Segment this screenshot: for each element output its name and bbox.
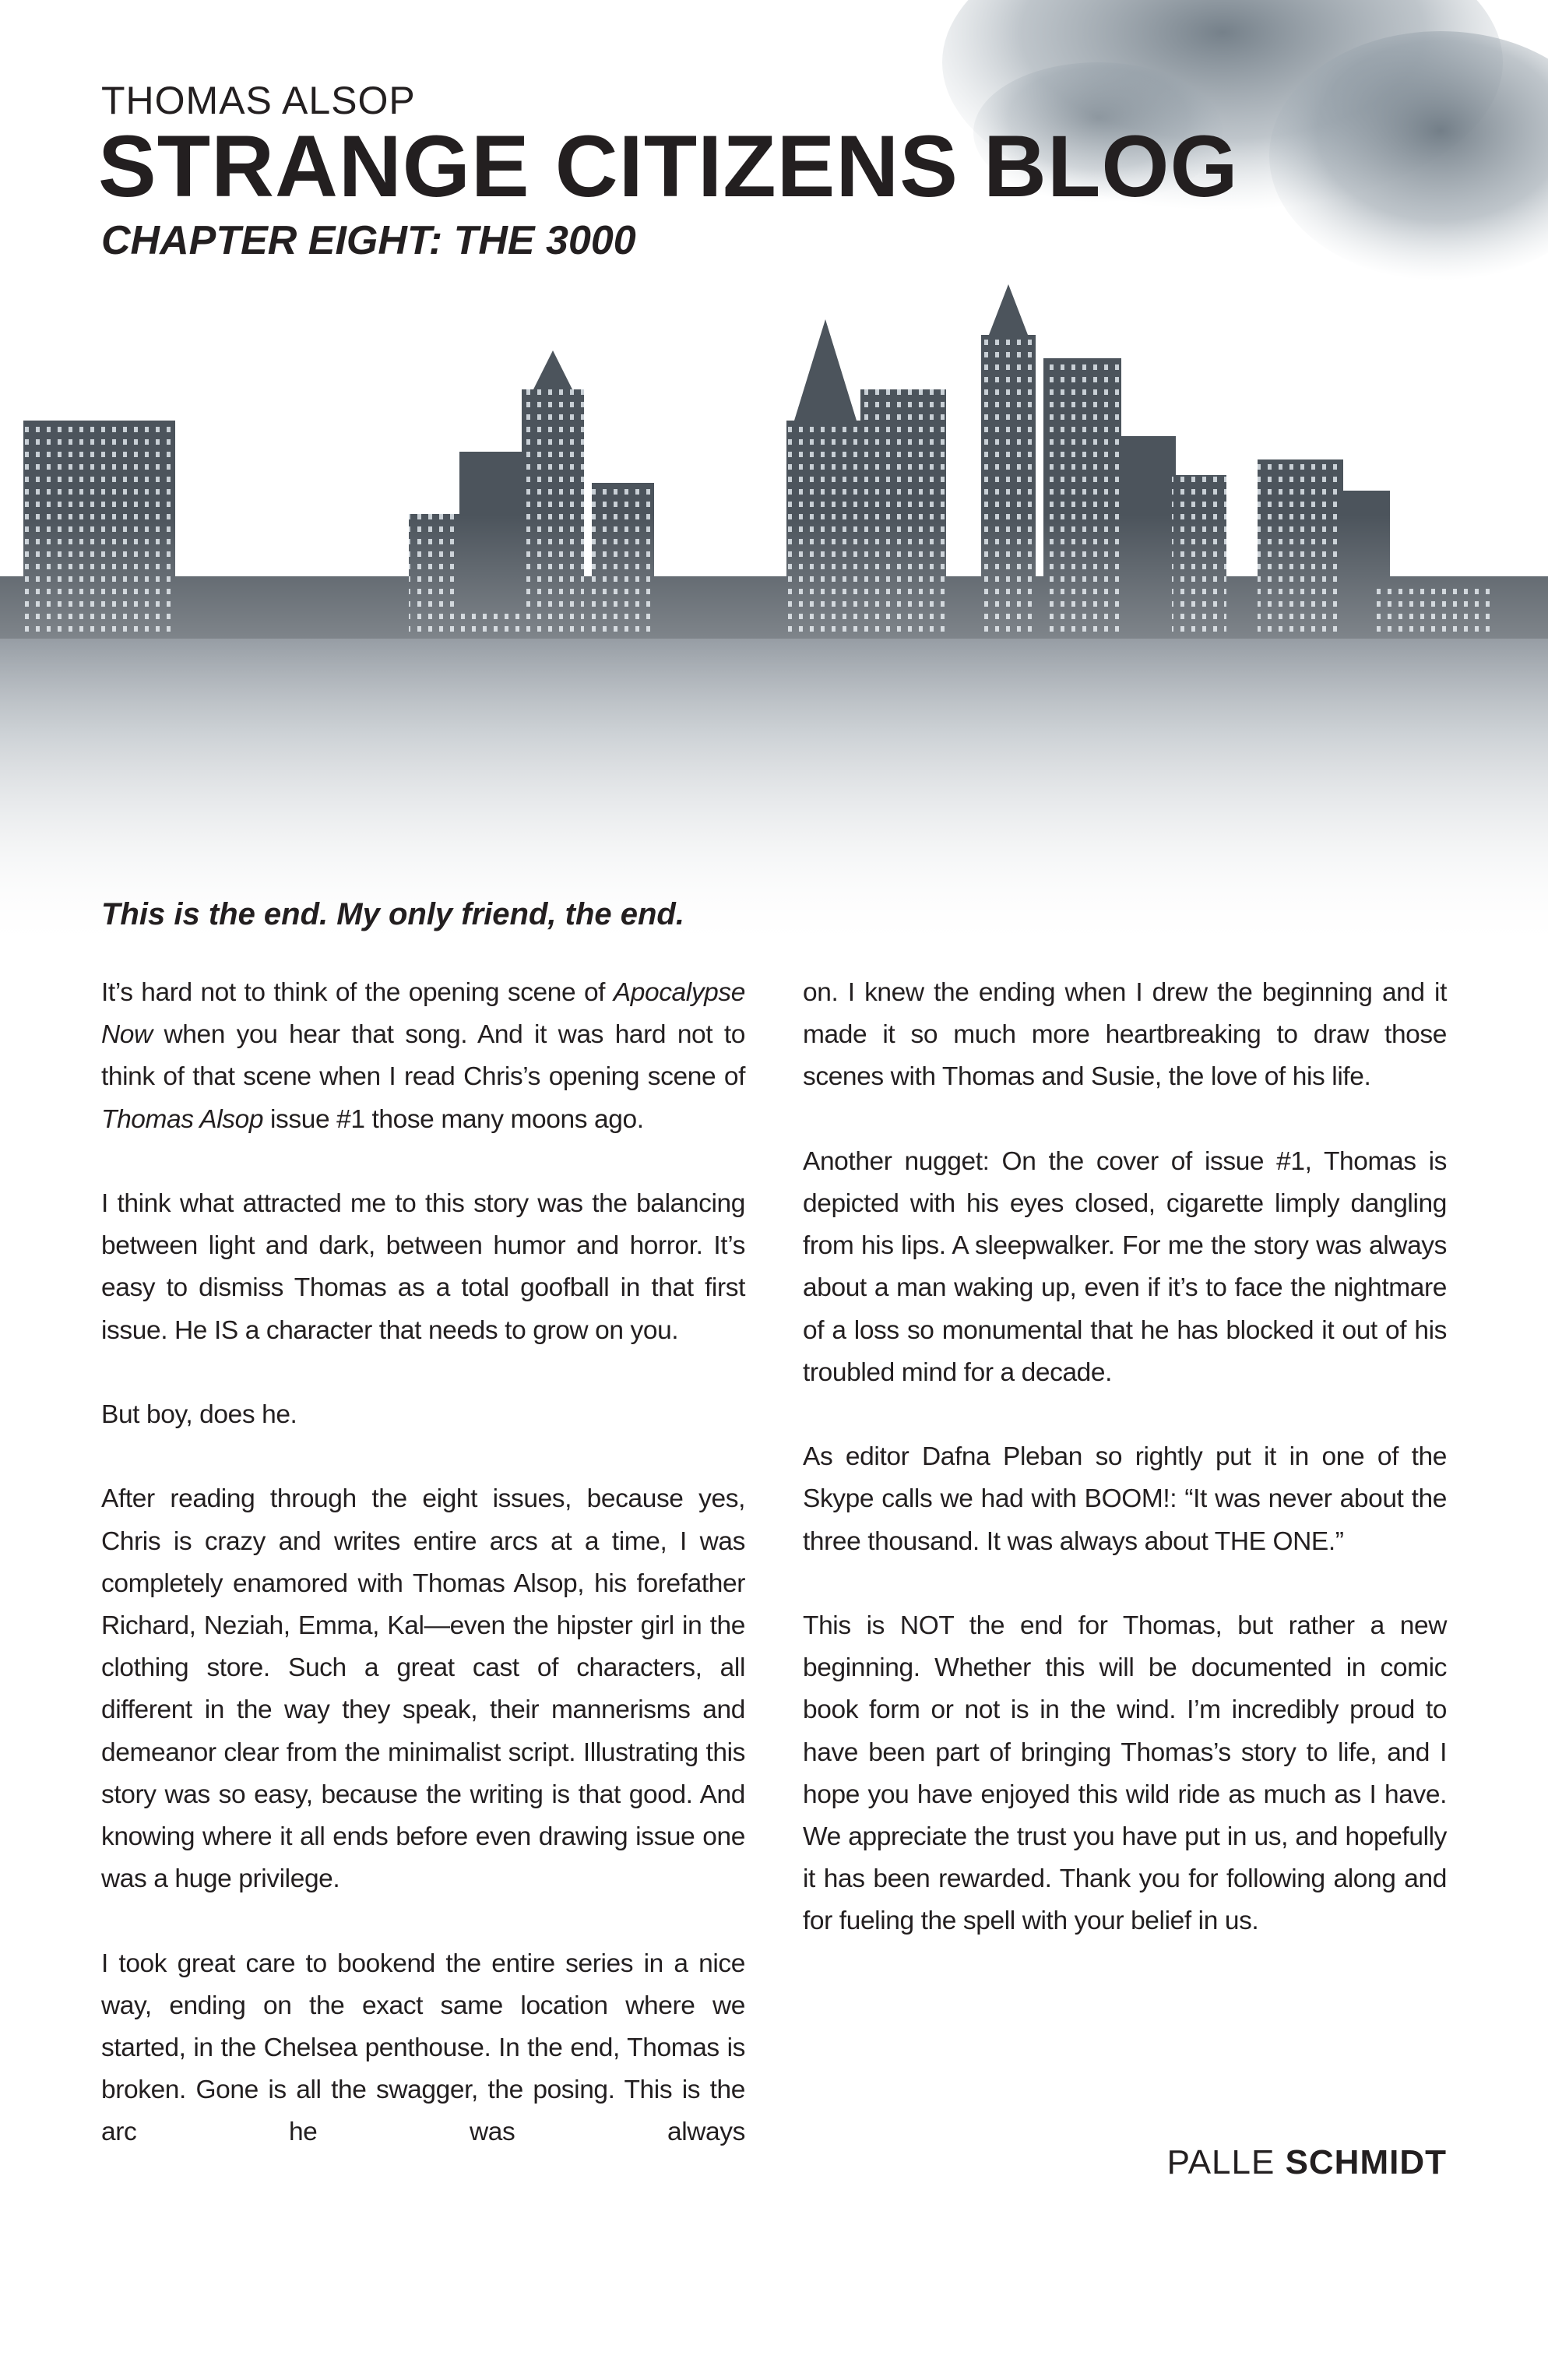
paragraph: As editor Dafna Pleban so rightly put it in one of the Skype calls we had with BOOM!: “It was never about the three thousand. It was always about THE ONE.” (803, 1442, 1447, 1556)
paragraph: But boy, does he. (101, 1400, 297, 1429)
paragraph: Another nugget: On the cover of issue #1, Thomas is depicted with his eyes closed, cigarette limply dangling from his lips. A sleepwalker. For me the story was always about a man waking up, even if it’s to face the nightmare of a loss so monumental that he has blocked it out of his troubled mind for a decade. (803, 1146, 1447, 1387)
author-last-name: SCHMIDT (1285, 2143, 1447, 2181)
paragraph: I think what attracted me to this story was the balancing between light and dark, between humor and horror. It’s easy to dismiss Thomas as a total goofball in that first issue. He IS a character that needs to grow on you. (101, 1189, 745, 1345)
film-title: Apocalypse Now (101, 978, 745, 1050)
page-title: STRANGE CITIZENS BLOG (98, 118, 1239, 215)
series-title: THOMAS ALSOP (101, 79, 416, 122)
comic-title: Thomas Alsop (101, 1104, 264, 1134)
text: issue #1 those many moons ago. (263, 1104, 644, 1134)
paragraph: I took great care to bookend the entire series in a nice way, ending on the exact same location where we started, in the Chelsea penthouse. In the end, Thomas is broken. Gone is all the swagger, the posing. This is the arc he was always (101, 1949, 745, 2147)
author-first-name: PALLE (1166, 2143, 1275, 2181)
paragraph: This is NOT the end for Thomas, but rather a new beginning. Whether this will be documented in comic book form or not is in the wind. I’m incredibly proud to have been part of bringing Thomas’s story to life, and I hope you have enjoyed this wild ride as much as I have. We appreciate the trust you have put in us, and hopefully it has been rewarded. Thank you for following along and for fueling the spell with your belief in us. (803, 1611, 1447, 1936)
paragraph (101, 972, 745, 1141)
article-column-left (101, 972, 745, 2196)
city-skyline-illustration (0, 280, 1548, 950)
article-column-right (803, 972, 1447, 1985)
text: It’s hard not to think of the opening scene of (101, 978, 614, 1007)
chapter-title: CHAPTER EIGHT: THE 3000 (101, 218, 636, 263)
text: when you hear that song. And it was hard not to think of that scene when I read Chris’s opening scene of (101, 1020, 745, 1092)
author-signature (1167, 2143, 1447, 2182)
paragraph: After reading through the eight issues, because yes, Chris is crazy and writes entire arcs at a time, I was completely enamored with Thomas Alsop, his forefather Richard, Neziah, Emma, Kal—even the hipster girl in the clothing store. Such a great cast of characters, all different in the way they speak, their mannerisms and demeanor clear from the minimalist script. Illustrating this story was so easy, because the writing is that good. And knowing where it all ends before even drawing issue one was a huge privilege. (101, 1484, 745, 1894)
article-subheading: This is the end. My only friend, the end. (101, 897, 684, 931)
paragraph: on. I knew the ending when I drew the beginning and it made it so much more heartbreaking to draw those scenes with Thomas and Susie, the love of his life. (803, 978, 1447, 1092)
